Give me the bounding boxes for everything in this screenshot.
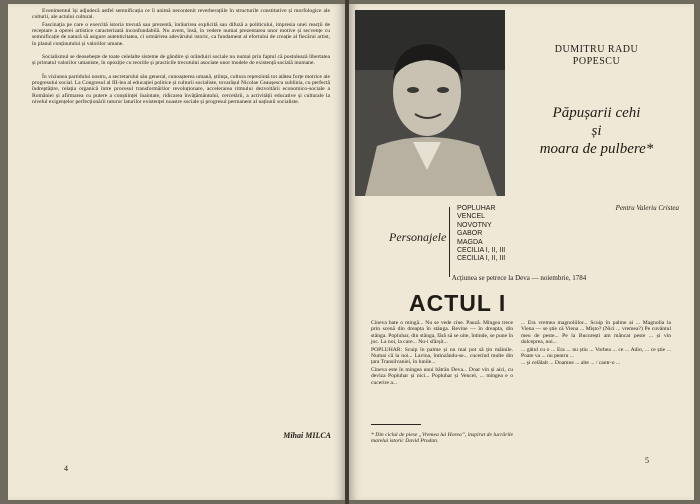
act-heading: ACTUL I [409, 290, 507, 316]
left-page-text [32, 8, 330, 106]
column-paragraph: ... gâtul cu o ... Era ... nu știu ... Vorbea ... ce ... Adio, ... ce știe ... Poate va ... nu pentru ... [521, 346, 671, 360]
play-title [509, 104, 684, 158]
cast-item: NOVOTNY [457, 221, 492, 229]
cast-item: CECILIA I, II, III [457, 247, 506, 255]
play-setting: Acțiunea se petrece la Deva — noiembrie, 1784 [451, 274, 587, 282]
title-line-3 [509, 140, 684, 158]
title-line-1: Păpușarii cehi [552, 105, 641, 121]
title-asterisk: * [645, 141, 654, 157]
left-paragraph: Evenimentul își adjudecă astfel semnificația ce îi animă necontenit reverberațiile în structurile constitutive și morfologice ale culturii, ale actului cultural. [32, 8, 330, 21]
left-page [8, 4, 345, 500]
footnote-rule [371, 424, 421, 425]
column-paragraph: ... și celălalt ... Doamne ... alte ... / cantr-o ... [521, 360, 621, 367]
footnote-text: * Din ciclul de piese „Vremea lui Horea”, inspirat de lucrările marelui istoric David Prodan. [371, 432, 513, 445]
title-line-3-text: moara de pulbere [539, 141, 646, 157]
author-portrait-icon [355, 10, 505, 196]
cast-item: MAGDA [457, 238, 483, 246]
column-paragraph: POPLUHAR: Scuip în palme și nu mai pot să țin mâinile. Numai că la noi... Lavina, întinzându-se... cucerind multe din țara Transilvaniei, în lunile... [371, 346, 513, 366]
column-paragraph: Cineva este în mingea unui bătrân Deva... Doar vin și aici, cu deviza Popluhar și nici... Popluhar și Vencel, ... mingea e o cucerire a... [371, 366, 513, 386]
article-signature: Mihai MILCA [283, 431, 331, 440]
footnote [371, 428, 513, 446]
left-paragraph: Socialismul se deosebește de toate celelalte sisteme de gândire și orânduiri sociale nu numai prin faptul că postulează libertatea și primatul valorilor umaniste, în opoziție cu teoriile și practicile trecutului asociate unor modele de existență socială inumane. [32, 54, 330, 67]
dedication: Pentru Valeriu Cristea [615, 204, 679, 212]
characters-heading: Personajele [389, 230, 447, 244]
author-name [509, 44, 684, 68]
text-column-2 [521, 320, 671, 368]
cast-list [457, 205, 505, 264]
text-column-1 [371, 320, 513, 387]
cast-item: VENCEL [457, 213, 486, 221]
cast-item: POPLUHAR [457, 205, 496, 212]
title-line-2: și [591, 123, 602, 139]
right-page [349, 4, 694, 500]
column-paragraph: Cineva bate o mingă... Nu se vede cine. Pauză. Mingea trece prin scenă din dreapta în stânga. Revine — în dreapta, din stânga. Popluhar, din stânga, fără să se uite, întinde, se pune în joc. La noi, la care... Nu-i sfârșit... [371, 320, 513, 346]
cast-divider [449, 207, 450, 277]
left-paragraph: În viziunea partidului nostru, a secretarului său general, cunoașterea umană, știința, cultura reprezintă tot atâtea forțe motrice ale progresului social. La Congresul al III-lea al educației politice și culturii socialiste, tovarășul Nicolae Ceaușescu sublinia, cu perfectă îndreptățire, relația organică între procesul transformărilor revoluționare, accelerarea ritmului dezvoltării economico-sociale a României și afirmarea cu putere a conștiinței înaintate, ridicarea învățământului, cercetării, a activității educative și culturale la nivelul exigențelor perfecționării tuturor laturilor existenței noastre sociale și progresul permanent al națiunii socialiste. [32, 73, 330, 106]
cast-item: CECILIA I, II, III [457, 255, 506, 263]
cast-item: GABOR [457, 230, 483, 238]
left-paragraph: Fascinația pe care o exercită istoria trecută sau prezentă, înrâurirea explicită sau difuză a politicului, impresia unei reacții de receptare a operei artistice caracterizată inconfundabilă. Nu avem, însă, în vedere numai prezentarea unor motive și secvențe cu semnificație de natură să asigure autenticitatea, ci urmărirea adevărului istoric, ca fundament al efortului de creație al fiecărui artist, în planul conținutului și valorilor umane. [32, 21, 330, 47]
column-paragraph: ... Era vremea magnoliilor... Scuip în palme ai ... Magnolia la Viena — se știe că Viena ... Mișto? (Nici ... vremea?) Pe cuvântul meu de peste... Pe la București am mâncat peste ... și vin dulceprea, noi... [521, 320, 671, 346]
page-number-left: 4 [64, 464, 68, 473]
author-photo [355, 10, 505, 196]
author-last-name: POPESCU [572, 56, 621, 67]
author-first-name: DUMITRU RADU [554, 44, 639, 55]
page-number-right: 5 [645, 456, 649, 465]
